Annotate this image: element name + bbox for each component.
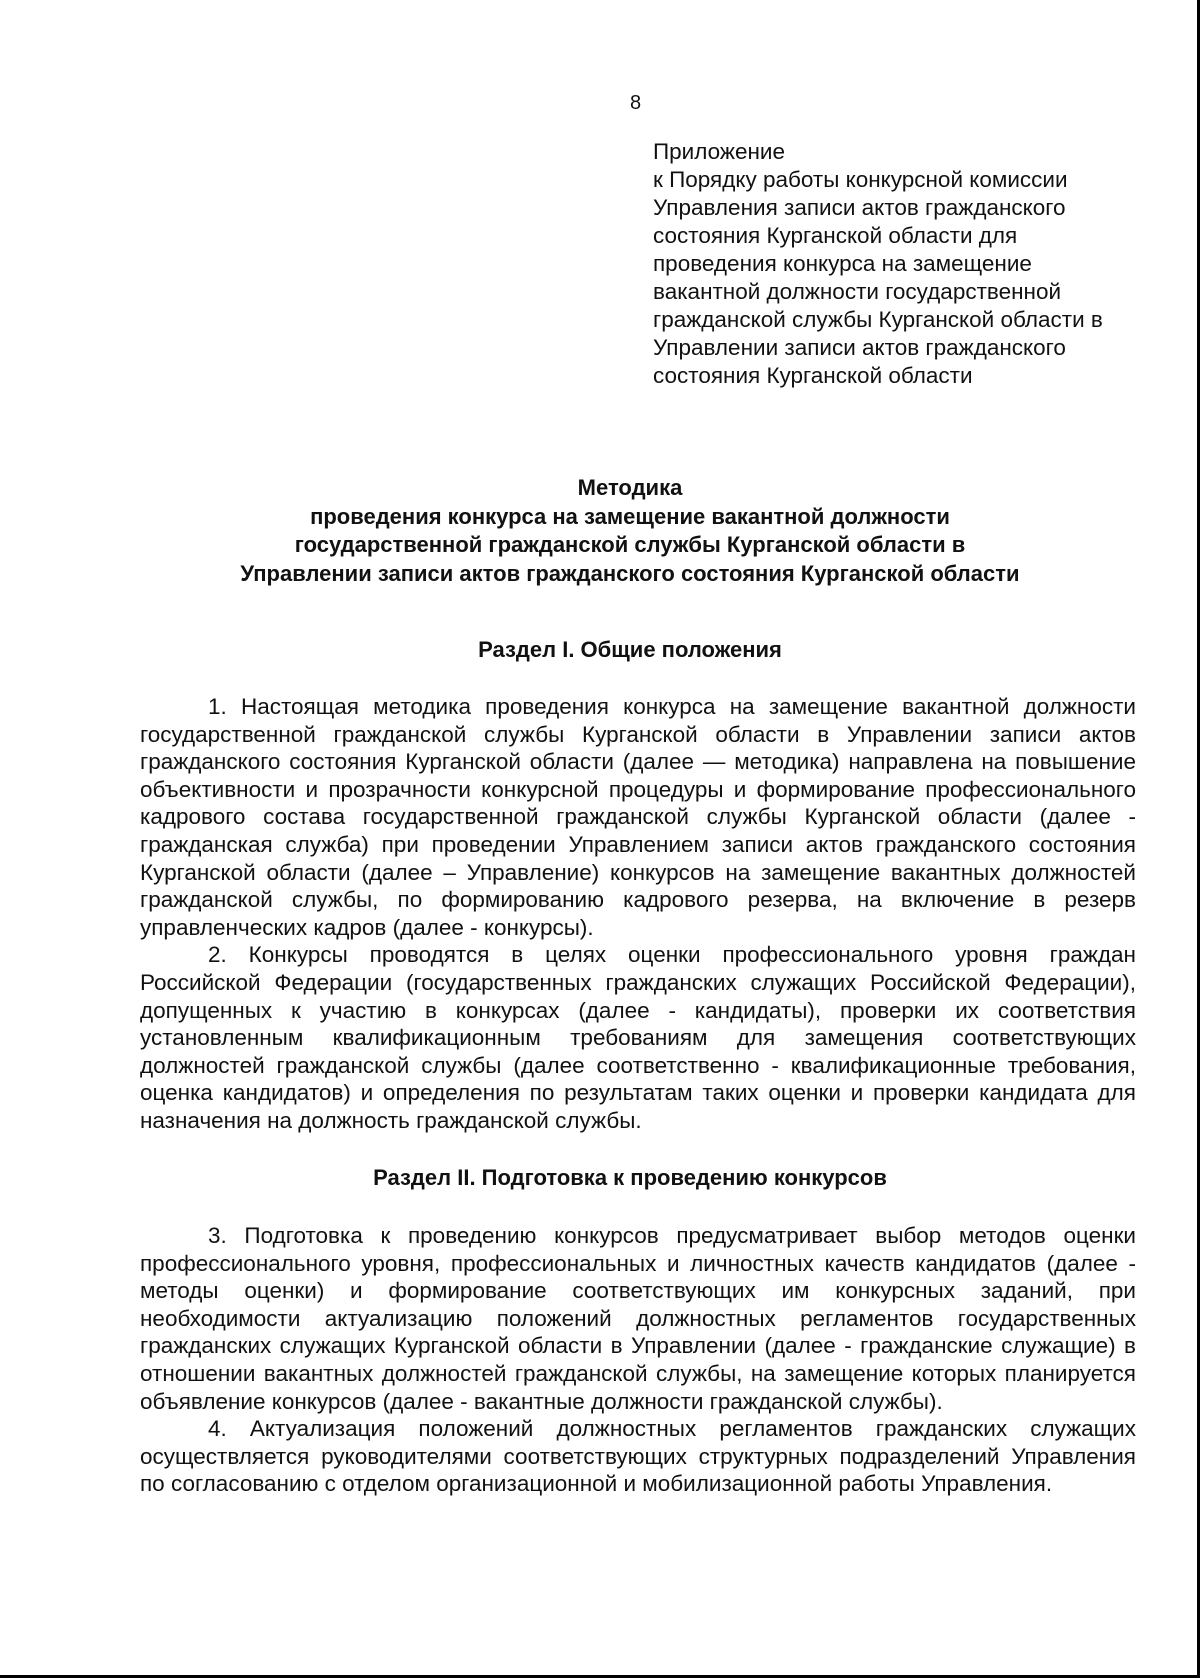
appendix-line: состояния Курганской области [653,363,973,388]
appendix-line: Управления записи актов гражданского [653,195,1066,220]
paragraph-2: 2. Конкурсы проводятся в целях оценки профессионального уровня граждан Российской Федерации (государственных гражданских служащих Российской Федерации), допущенных к участию в конкурсах (далее - кандидаты), проверки их соответствия установленным квалификационным требованиям для замещения соответствующих должностей гражданской службы (далее соответственно - квалификационные требования, оценка кандидатов) и определения по результатам таких оценки и проверки кандидата для назначения на должность гражданской службы. [140,942,1136,1133]
title-line: Методика [577,475,683,500]
appendix-line: состояния Курганской области для [653,223,1018,248]
appendix-line: гражданской службы Курганской области в [653,307,1103,332]
page-number: 8 [630,92,642,114]
appendix-line: Приложение [653,139,785,164]
section-heading-2: Раздел II. Подготовка к проведению конкурсов [373,1165,887,1190]
appendix-block [653,138,1173,390]
section-heading-1: Раздел I. Общие положения [478,637,782,662]
paragraph-1: 1. Настоящая методика проведения конкурса на замещение вакантной должности государственной гражданской службы Курганской области в Управлении записи актов гражданского состояния Курганской области (далее — методика) направлена на повышение объективности и прозрачности конкурсной процедуры и формирование профессионального кадрового состава государственной гражданской службы Курганской области (далее - гражданская служба) при проведении Управлением записи актов гражданского состояния Курганской области (далее – Управление) конкурсов на замещение вакантных должностей гражданской службы, по формированию кадрового резерва, на включение в резерв управленческих кадров (далее - конкурсы). [140,694,1136,940]
title-line: проведения конкурса на замещение вакантной должности [310,503,950,529]
paragraph-4: 4. Актуализация положений должностных регламентов гражданских служащих осуществляется руководителями соответствующих структурных подразделений Управления по согласованию с отделом организационной и мобилизационной работы Управления. [140,1416,1136,1497]
appendix-line: вакантной должности государственной [653,279,1062,304]
document-title [130,474,1130,588]
paragraph-3: 3. Подготовка к проведению конкурсов предусматривает выбор методов оценки профессионального уровня, профессиональных и личностных качеств кандидатов (далее - методы оценки) и формирование соответствующих им конкурсных заданий, при необходимости актуализацию положений должностных регламентов государственных гражданских служащих Курганской области в Управлении (далее - гражданские служащие) в отношении вакантных должностей гражданской службы, на замещение которых планируется объявление конкурсов (далее - вакантные должности гражданской службы). [140,1223,1136,1414]
appendix-line: Управлении записи актов гражданского [653,335,1066,360]
title-line: Управлении записи актов гражданского состояния Курганской области [240,560,1020,586]
section-2-body [140,1222,1136,1498]
appendix-line: к Порядку работы конкурсной комиссии [653,167,1068,192]
title-line: государственной гражданской службы Курганской области в [294,532,966,557]
appendix-line: проведения конкурса на замещение [653,251,1032,276]
section-1-body [140,693,1136,1135]
